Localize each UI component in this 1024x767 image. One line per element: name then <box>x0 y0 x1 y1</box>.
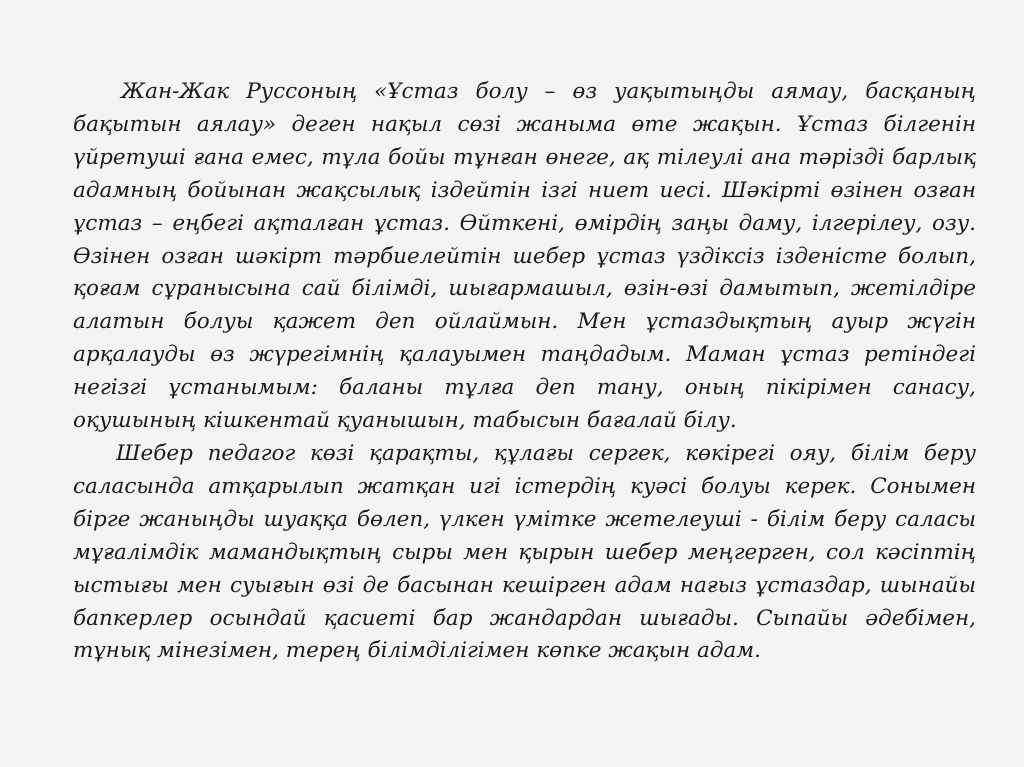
document-text <box>73 76 976 668</box>
paragraph-2: Шебер педагог көзі қарақты, құлағы сергек, көкірегі ояу, білім беру саласында атқарылып жатқан игі істердің куәсі болуы керек. Сонымен бірге жаныңды шуаққа бөлеп, үлкен үмітке жетелеуші - білім беру саласы мұғалімдік мамандықтың сыры мен қырын шебер меңгерген, сол кәсіптің ыстығы мен суығын өзі де басынан кешірген адам нағыз ұстаздар, шынайы бапкерлер осындай қасиеті бар жандардан шығады. Сыпайы әдебімен, тұнық мінезімен, терең білімділігімен көпке жақын адам. <box>73 440 976 664</box>
paragraph-1: Жан-Жак Руссоның «Ұстаз болу – өз уақытыңды аямау, басқаның бақытын аялау» деген нақыл сөзі жаныма өте жақын. Ұстаз білгенін үйретуші ғана емес, тұла бойы тұнған өнеге, ақ тілеулі ана тәрізді барлық адамның бойынан жақсылық іздейтін ізгі ниет иесі. Шәкірті өзінен озған ұстаз – еңбегі ақталған ұстаз. Өйткені, өмірдің заңы даму, ілгерілеу, озу. Өзінен озған шәкірт тәрбиелейтін шебер ұстаз үздіксіз ізденісте болып, қоғам сұранысына сай білімді, шығармашыл, өзін-өзі дамытып, жетілдіре алатын болуы қажет деп ойлаймын. Мен ұстаздықтың ауыр жүгін арқалауды өз жүрегімнің қалауымен таңдадым. Маман ұстаз ретіндегі негізгі ұстанымым: баланы тұлға деп тану, оның пікірімен санасу, оқушының кішкентай қуанышын, табысын бағалай білу. <box>73 79 976 434</box>
